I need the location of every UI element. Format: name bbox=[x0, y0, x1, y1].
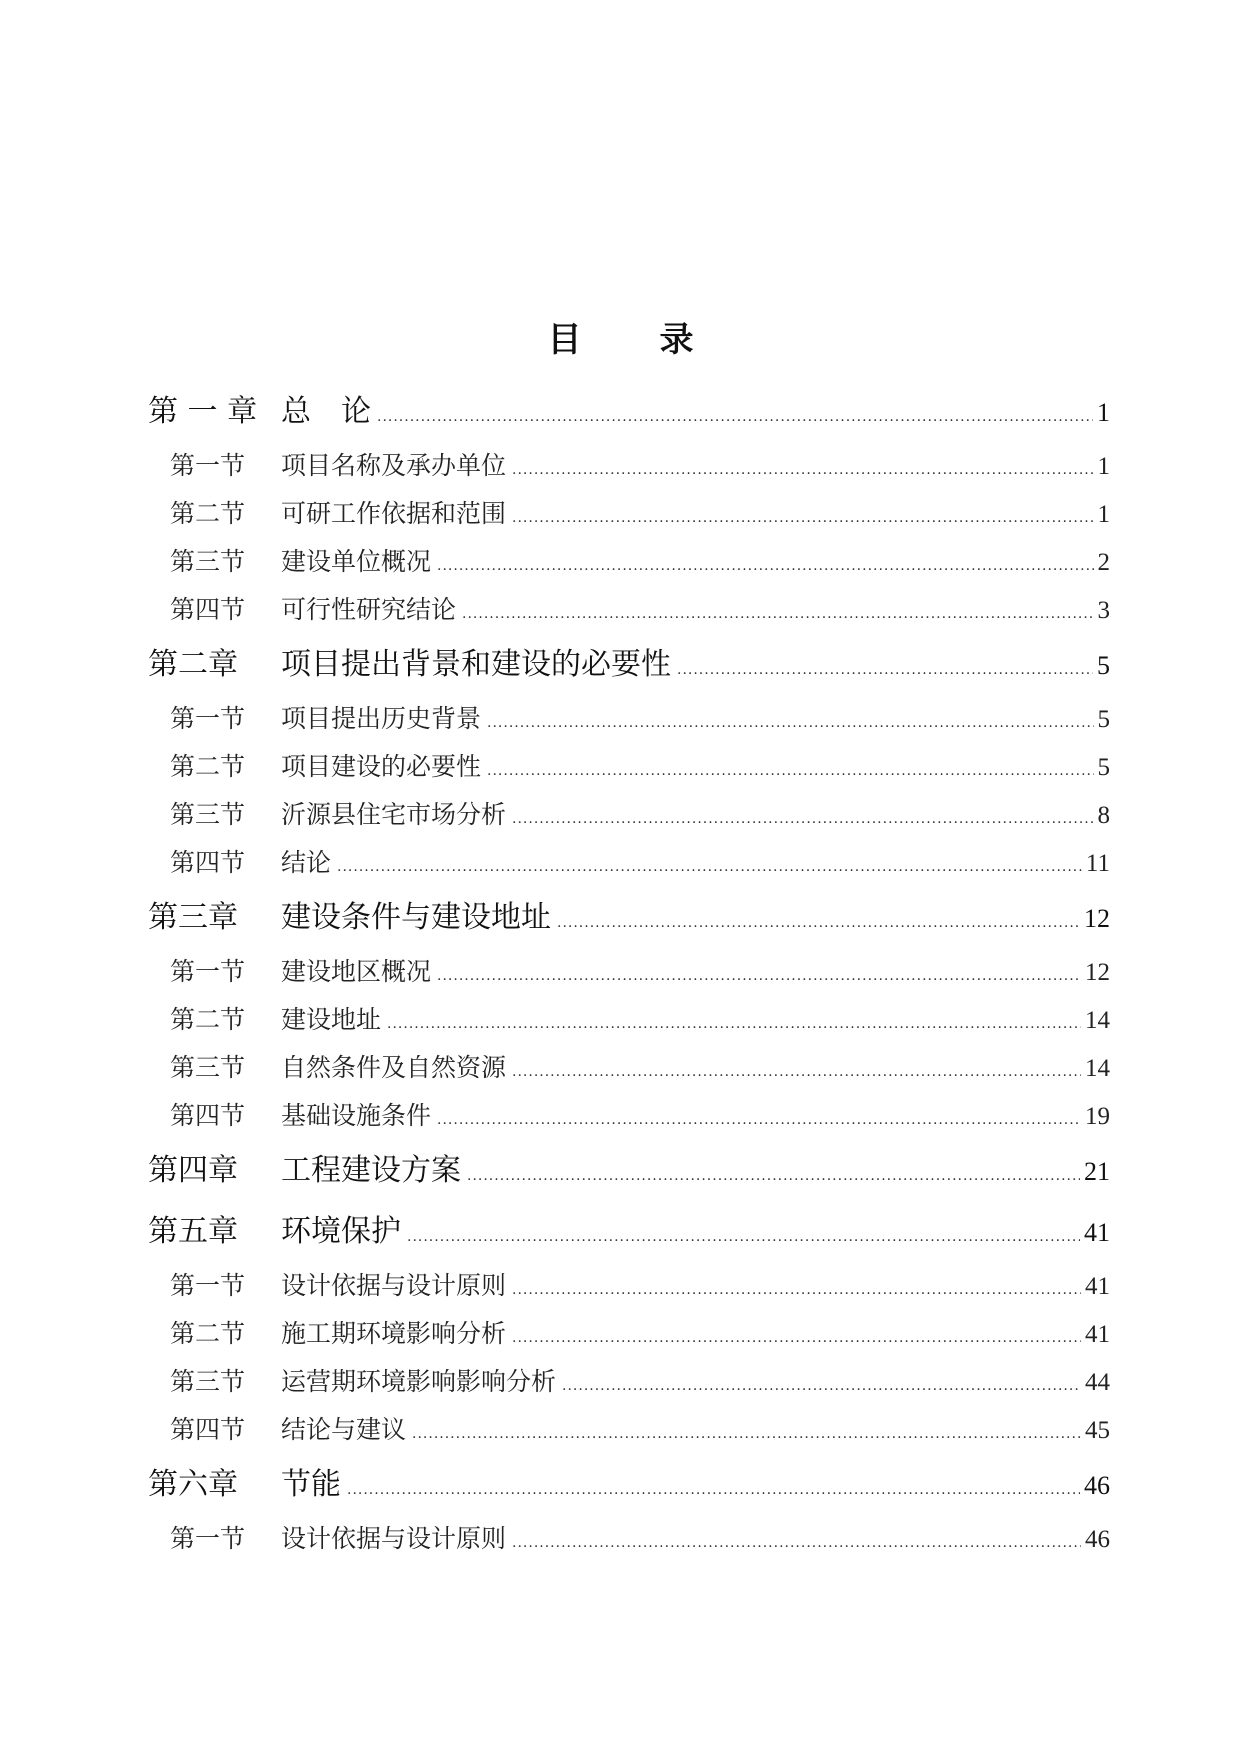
dot-leader bbox=[437, 968, 1081, 984]
entry-page-number: 1 bbox=[1097, 501, 1110, 528]
dot-leader bbox=[512, 1535, 1081, 1551]
entry-number: 第四节 bbox=[170, 1415, 246, 1444]
entry-number: 第二节 bbox=[170, 752, 246, 781]
entry-title: 项目提出背景和建设的必要性 bbox=[281, 647, 671, 682]
entry-title: 建设地址 bbox=[281, 1005, 382, 1034]
entry-page-number: 5 bbox=[1097, 754, 1110, 781]
toc-section-entry[interactable] bbox=[148, 542, 1110, 590]
dot-leader bbox=[437, 1112, 1081, 1128]
entry-page-number: 19 bbox=[1085, 1103, 1110, 1130]
entry-title: 基础设施条件 bbox=[281, 1101, 432, 1130]
entry-number: 第四节 bbox=[170, 1101, 246, 1130]
entry-page-number: 8 bbox=[1097, 802, 1110, 829]
toc-chapter-entry[interactable] bbox=[148, 1206, 1110, 1266]
entry-title: 设计依据与设计原则 bbox=[281, 1271, 507, 1300]
toc-section-entry[interactable] bbox=[148, 795, 1110, 843]
toc-chapter-entry[interactable] bbox=[148, 1145, 1110, 1205]
entry-number: 第四节 bbox=[170, 848, 246, 877]
entry-page-number: 5 bbox=[1097, 706, 1110, 733]
toc-section-entry[interactable] bbox=[148, 699, 1110, 747]
entry-page-number: 5 bbox=[1097, 651, 1110, 680]
dot-leader bbox=[512, 1282, 1081, 1298]
entry-title: 环境保护 bbox=[281, 1214, 401, 1249]
toc-section-entry[interactable] bbox=[148, 1519, 1110, 1567]
toc-section-entry[interactable] bbox=[148, 1410, 1110, 1458]
entry-number: 第六章 bbox=[148, 1467, 238, 1502]
dot-leader bbox=[512, 811, 1093, 827]
entry-title: 自然条件及自然资源 bbox=[281, 1053, 507, 1082]
entry-number: 第三节 bbox=[170, 1367, 246, 1396]
entry-number: 第 一 章 bbox=[148, 394, 258, 429]
dot-leader bbox=[677, 662, 1093, 678]
dot-leader bbox=[437, 558, 1093, 574]
dot-leader bbox=[407, 1229, 1080, 1245]
entry-title: 建设条件与建设地址 bbox=[281, 900, 551, 935]
dot-leader bbox=[562, 1378, 1081, 1394]
entry-title: 项目提出历史背景 bbox=[281, 704, 482, 733]
entry-number: 第五章 bbox=[148, 1214, 238, 1249]
entry-title: 总 论 bbox=[281, 394, 371, 429]
dot-leader bbox=[462, 606, 1093, 622]
dot-leader bbox=[467, 1168, 1080, 1184]
entry-number: 第一节 bbox=[170, 704, 246, 733]
entry-page-number: 41 bbox=[1085, 1273, 1110, 1300]
toc-section-entry[interactable] bbox=[148, 1266, 1110, 1314]
toc-section-entry[interactable] bbox=[148, 1000, 1110, 1048]
entry-page-number: 12 bbox=[1084, 904, 1110, 933]
dot-leader bbox=[487, 715, 1093, 731]
dot-leader bbox=[347, 1482, 1080, 1498]
entry-number: 第三节 bbox=[170, 800, 246, 829]
entry-title: 可行性研究结论 bbox=[281, 595, 457, 624]
toc-section-entry[interactable] bbox=[148, 1362, 1110, 1410]
dot-leader bbox=[512, 510, 1093, 526]
entry-number: 第一节 bbox=[170, 1271, 246, 1300]
toc-title-part2: 录 bbox=[659, 320, 694, 360]
toc-section-entry[interactable] bbox=[148, 494, 1110, 542]
entry-title: 建设单位概况 bbox=[281, 547, 432, 576]
entry-number: 第二节 bbox=[170, 1319, 246, 1348]
entry-page-number: 1 bbox=[1097, 453, 1110, 480]
entry-page-number: 46 bbox=[1085, 1526, 1110, 1553]
entry-page-number: 1 bbox=[1097, 398, 1110, 427]
toc-section-entry[interactable] bbox=[148, 843, 1110, 891]
entry-title: 节能 bbox=[281, 1467, 341, 1502]
toc-chapter-entry[interactable] bbox=[148, 1459, 1110, 1519]
entry-number: 第四节 bbox=[170, 595, 246, 624]
entry-page-number: 45 bbox=[1085, 1417, 1110, 1444]
toc-chapter-entry[interactable] bbox=[148, 639, 1110, 699]
entry-title: 结论 bbox=[281, 848, 332, 877]
entry-page-number: 41 bbox=[1084, 1218, 1110, 1247]
entry-number: 第一节 bbox=[170, 451, 246, 480]
entry-title: 工程建设方案 bbox=[281, 1153, 461, 1188]
entry-number: 第四章 bbox=[148, 1153, 238, 1188]
toc-title bbox=[0, 312, 1241, 361]
entry-page-number: 46 bbox=[1084, 1471, 1110, 1500]
entry-page-number: 41 bbox=[1085, 1321, 1110, 1348]
entry-number: 第一节 bbox=[170, 1524, 246, 1553]
toc-section-entry[interactable] bbox=[148, 747, 1110, 795]
toc-section-entry[interactable] bbox=[148, 952, 1110, 1000]
entry-number: 第三章 bbox=[148, 900, 238, 935]
entry-page-number: 14 bbox=[1085, 1007, 1110, 1034]
dot-leader bbox=[512, 1330, 1081, 1346]
entry-title: 项目名称及承办单位 bbox=[281, 451, 507, 480]
entry-page-number: 14 bbox=[1085, 1055, 1110, 1082]
entry-page-number: 3 bbox=[1097, 597, 1110, 624]
entry-title: 运营期环境影响影响分析 bbox=[281, 1367, 557, 1396]
toc-section-entry[interactable] bbox=[148, 590, 1110, 638]
entry-title: 项目建设的必要性 bbox=[281, 752, 482, 781]
entry-title: 沂源县住宅市场分析 bbox=[281, 800, 507, 829]
dot-leader bbox=[557, 915, 1080, 931]
dot-leader bbox=[387, 1016, 1081, 1032]
entry-title: 设计依据与设计原则 bbox=[281, 1524, 507, 1553]
dot-leader bbox=[487, 763, 1093, 779]
entry-number: 第三节 bbox=[170, 547, 246, 576]
entry-number: 第三节 bbox=[170, 1053, 246, 1082]
entry-number: 第一节 bbox=[170, 957, 246, 986]
table-of-contents bbox=[148, 385, 1110, 1567]
toc-chapter-entry[interactable] bbox=[148, 386, 1110, 446]
dot-leader bbox=[377, 409, 1093, 425]
toc-section-entry[interactable] bbox=[148, 1314, 1110, 1362]
toc-title-part1: 目 bbox=[547, 320, 582, 360]
entry-number: 第二节 bbox=[170, 499, 246, 528]
toc-chapter-entry[interactable] bbox=[148, 892, 1110, 952]
toc-section-entry[interactable] bbox=[148, 1096, 1110, 1144]
toc-section-entry[interactable] bbox=[148, 1048, 1110, 1096]
entry-page-number: 2 bbox=[1097, 549, 1110, 576]
toc-section-entry[interactable] bbox=[148, 446, 1110, 494]
dot-leader bbox=[337, 859, 1082, 875]
entry-number: 第二章 bbox=[148, 647, 238, 682]
entry-title: 建设地区概况 bbox=[281, 957, 432, 986]
entry-page-number: 12 bbox=[1085, 959, 1110, 986]
entry-title: 结论与建议 bbox=[281, 1415, 407, 1444]
entry-title: 可研工作依据和范围 bbox=[281, 499, 507, 528]
entry-number: 第二节 bbox=[170, 1005, 246, 1034]
dot-leader bbox=[412, 1426, 1081, 1442]
dot-leader bbox=[512, 1064, 1081, 1080]
entry-page-number: 11 bbox=[1085, 850, 1110, 877]
entry-title: 施工期环境影响分析 bbox=[281, 1319, 507, 1348]
entry-page-number: 44 bbox=[1085, 1369, 1110, 1396]
entry-page-number: 21 bbox=[1084, 1157, 1110, 1186]
dot-leader bbox=[512, 462, 1093, 478]
